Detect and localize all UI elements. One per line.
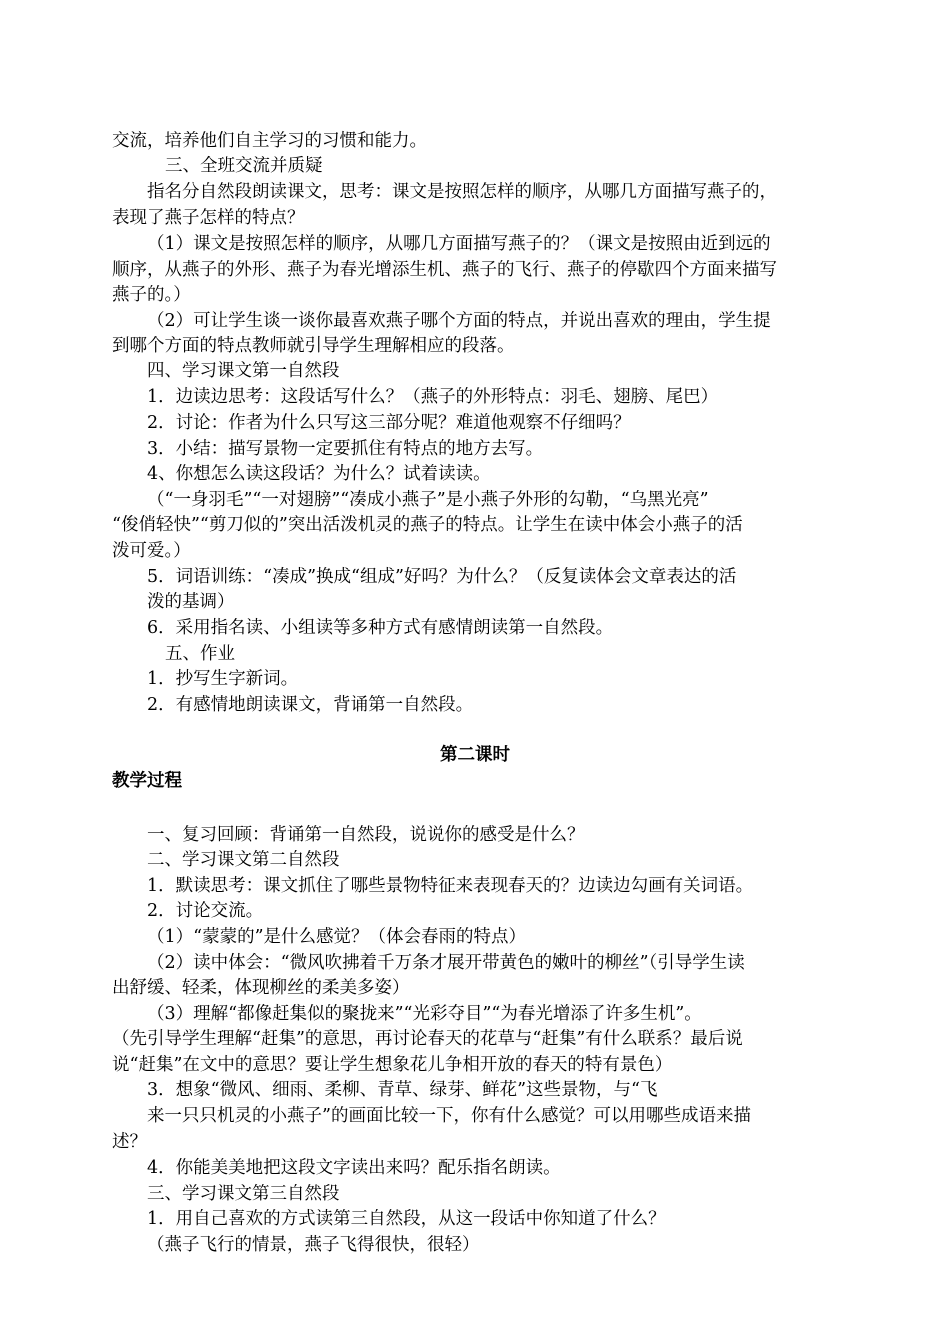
section-heading: 五、作业 bbox=[165, 644, 235, 664]
text-line: 6．采用指名读、小组读等多种方式有感情朗读第一自然段。 bbox=[147, 618, 614, 638]
text-line: （“一身羽毛”“一对翅膀”“凑成小燕子”是小燕子外形的勾勒，“乌黑光亮” bbox=[147, 490, 709, 510]
text-line: 说“赶集”在文中的意思？要让学生想象花儿争相开放的春天的特有景色） bbox=[112, 1055, 673, 1075]
text-line: 燕子的。） bbox=[112, 285, 191, 305]
text-line: 3．想象“微风、细雨、柔柳、青草、绿芽、鲜花”这些景物，与“飞 bbox=[147, 1080, 658, 1100]
text-line: 述？ bbox=[112, 1132, 147, 1152]
text-line: 1．抄写生字新词。 bbox=[147, 669, 299, 689]
text-line: （1）课文是按照怎样的顺序，从哪几方面描写燕子的？（课文是按照由近到远的 bbox=[147, 234, 771, 254]
section-heading: 一、复习回顾：背诵第一自然段，说说你的感受是什么？ bbox=[147, 825, 585, 845]
text-line: 2．讨论：作者为什么只写这三部分呢？难道他观察不仔细吗？ bbox=[147, 413, 631, 433]
section-heading: 三、全班交流并质疑 bbox=[165, 156, 323, 176]
lesson-title: 第二课时 bbox=[440, 745, 510, 765]
teaching-process-heading: 教学过程 bbox=[112, 771, 182, 791]
text-line: 出舒缓、轻柔，体现柳丝的柔美多姿） bbox=[112, 978, 410, 998]
text-line: 来一只只机灵的小燕子”的画面比较一下，你有什么感觉？可以用哪些成语来描 bbox=[147, 1106, 751, 1126]
text-line: （3）理解“都像赶集似的聚拢来”“光彩夺目”“为春光增添了许多生机”。 bbox=[147, 1004, 702, 1024]
text-line: 交流，培养他们自主学习的习惯和能力。 bbox=[112, 131, 427, 151]
text-line: 1．默读思考：课文抓住了哪些景物特征来表现春天的？边读边勾画有关词语。 bbox=[147, 876, 754, 896]
text-line: 1．边读边思考：这段话写什么？（燕子的外形特点：羽毛、翅膀、尾巴） bbox=[147, 387, 719, 407]
text-line: 指名分自然段朗读课文，思考：课文是按照怎样的顺序，从哪几方面描写燕子的， bbox=[147, 182, 777, 202]
text-line: （2）可让学生谈一谈你最喜欢燕子哪个方面的特点，并说出喜欢的理由，学生提 bbox=[147, 311, 771, 331]
section-heading: 二、学习课文第二自然段 bbox=[147, 850, 340, 870]
text-line: 1．用自己喜欢的方式读第三自然段，从这一段话中你知道了什么？ bbox=[147, 1209, 666, 1229]
text-line: 3．小结：描写景物一定要抓住有特点的地方去写。 bbox=[147, 439, 544, 459]
text-line: 2．有感情地朗读课文，背诵第一自然段。 bbox=[147, 695, 474, 715]
text-line: 到哪个方面的特点教师就引导学生理解相应的段落。 bbox=[112, 336, 515, 356]
text-line: 2．讨论交流。 bbox=[147, 901, 264, 921]
text-line: 表现了燕子怎样的特点？ bbox=[112, 208, 305, 228]
text-line: 泼的基调） bbox=[147, 592, 235, 612]
text-line: 4．你能美美地把这段文字读出来吗？配乐指名朗读。 bbox=[147, 1158, 561, 1178]
text-line: （先引导学生理解“赶集”的意思，再讨论春天的花草与“赶集”有什么联系？最后说 bbox=[112, 1029, 743, 1049]
text-line: “俊俏轻快”“剪刀似的”突出活泼机灵的燕子的特点。让学生在读中体会小燕子的活 bbox=[112, 515, 743, 535]
text-line: （2）读中体会：“微风吹拂着千万条才展开带黄色的嫩叶的柳丝”（引导学生读 bbox=[147, 953, 745, 973]
text-line: 泼可爱。） bbox=[112, 541, 191, 561]
text-line: 5．词语训练：“凑成”换成“组成”好吗？为什么？（反复读体会文章表达的活 bbox=[147, 567, 737, 587]
section-heading: 三、学习课文第三自然段 bbox=[147, 1184, 340, 1204]
text-line: 4、你想怎么读这段话？为什么？试着读读。 bbox=[147, 464, 491, 484]
section-heading: 四、学习课文第一自然段 bbox=[147, 361, 340, 381]
text-line: （燕子飞行的情景，燕子飞得很快，很轻） bbox=[147, 1235, 480, 1255]
text-line: （1）“蒙蒙的”是什么感觉？（体会春雨的特点） bbox=[147, 927, 527, 947]
text-line: 顺序，从燕子的外形、燕子为春光增添生机、燕子的飞行、燕子的停歇四个方面来描写 bbox=[112, 260, 777, 280]
